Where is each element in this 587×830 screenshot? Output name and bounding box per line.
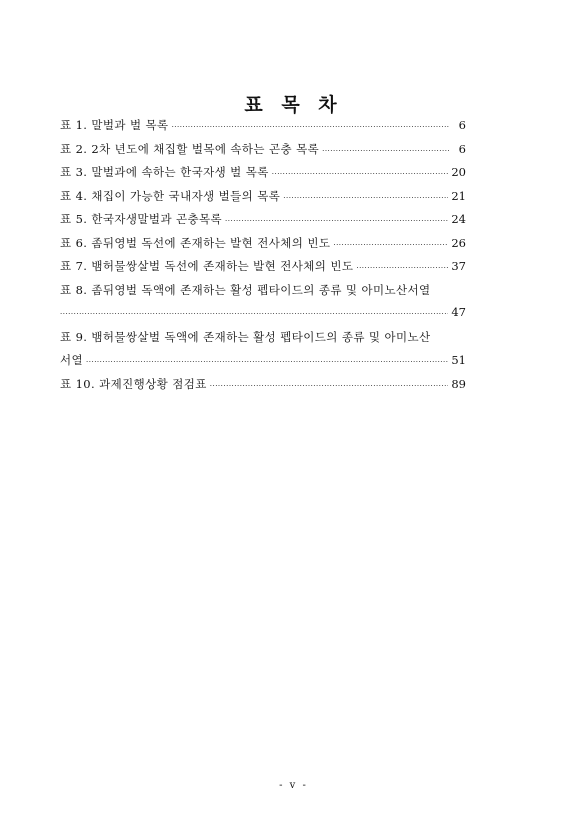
- toc-entry-label: 표 7. 뱀허물쌍살벌 독선에 존재하는 발현 전사체의 빈도: [60, 259, 354, 273]
- toc-entry-page: 20: [451, 165, 466, 179]
- toc-entry-page: 89: [451, 376, 466, 391]
- toc-entry-9[interactable]: [60, 329, 466, 353]
- toc-entry-label: 표 3. 말벌과에 속하는 한국자생 벌 목록: [60, 165, 269, 179]
- toc-entry-page: 6: [458, 141, 466, 156]
- toc-entry-label: 표 1. 말벌과 벌 목록: [60, 118, 169, 132]
- toc-entry-8[interactable]: [60, 282, 466, 306]
- dot-leader: [210, 382, 449, 390]
- dot-leader: [333, 241, 448, 249]
- dot-leader: [225, 217, 448, 225]
- toc-entry-4[interactable]: [60, 188, 466, 212]
- table-of-contents: [60, 117, 466, 399]
- toc-entry-8-continuation[interactable]: [60, 305, 466, 329]
- toc-entry-page: 47: [451, 305, 466, 319]
- dot-leader: [283, 194, 448, 202]
- dot-leader: [86, 358, 448, 366]
- toc-entry-7[interactable]: [60, 258, 466, 282]
- toc-entry-label-continuation: 서열: [60, 353, 84, 367]
- toc-entry-label: 표 8. 좀뒤영벌 독액에 존재하는 활성 펩타이드의 종류 및 아미노산서열: [60, 282, 431, 297]
- toc-entry-page: 24: [451, 212, 466, 226]
- toc-entry-label: 표 9. 뱀허물쌍살벌 독액에 존재하는 활성 펩타이드의 종류 및 아미노산: [60, 329, 431, 344]
- toc-entry-label: 표 6. 좀뒤영벌 독선에 존재하는 발현 전사체의 빈도: [60, 235, 331, 250]
- toc-entry-page: 37: [451, 259, 466, 273]
- toc-entry-page: 26: [451, 235, 466, 250]
- page-title: 표 목 차: [244, 94, 343, 116]
- dot-leader: [322, 147, 449, 155]
- toc-entry-label: 표 4. 채집이 가능한 국내자생 벌들의 목록: [60, 188, 281, 203]
- toc-entry-page: 21: [451, 188, 466, 203]
- toc-entry-label: 표 10. 과제진행상황 점검표: [60, 376, 207, 391]
- toc-entry-10[interactable]: [60, 376, 466, 400]
- dot-leader: [60, 310, 448, 318]
- toc-entry-page: 51: [451, 353, 466, 367]
- dot-leader: [272, 170, 449, 178]
- toc-entry-2[interactable]: [60, 141, 466, 165]
- toc-entry-page: 6: [458, 118, 466, 132]
- toc-entry-3[interactable]: [60, 164, 466, 188]
- toc-entry-1[interactable]: [60, 117, 466, 141]
- toc-entry-label: 표 2. 2차 년도에 채집할 벌목에 속하는 곤충 목록: [60, 141, 320, 156]
- toc-entry-6[interactable]: [60, 235, 466, 259]
- toc-entry-5[interactable]: [60, 211, 466, 235]
- page-number-footer: - v -: [279, 780, 308, 791]
- toc-entry-9-continuation[interactable]: [60, 352, 466, 376]
- dot-leader: [172, 123, 449, 131]
- toc-entry-label: 표 5. 한국자생말벌과 곤충목록: [60, 212, 223, 226]
- dot-leader: [356, 264, 448, 272]
